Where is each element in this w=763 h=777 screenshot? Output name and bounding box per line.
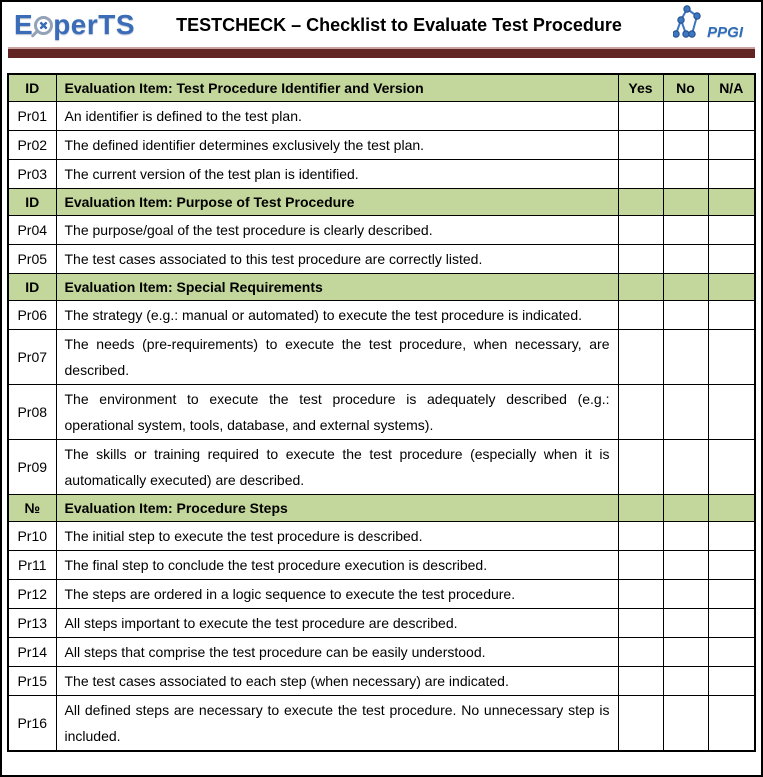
checklist-table: [7, 73, 756, 752]
no-answer-cell[interactable]: [663, 637, 708, 666]
section-id-label: ID: [8, 188, 56, 215]
na-column-header: N/A: [708, 74, 755, 101]
na-answer-cell[interactable]: [708, 384, 755, 439]
yes-answer-cell[interactable]: [618, 579, 663, 608]
item-id: Pr15: [8, 666, 56, 695]
no-column-header: No: [663, 74, 708, 101]
item-id: Pr12: [8, 579, 56, 608]
item-id: Pr09: [8, 439, 56, 494]
item-description: The skills or training required to execute the test procedure (especially when it is automatically executed) are described.: [56, 439, 618, 494]
no-answer-cell[interactable]: [663, 300, 708, 329]
item-id: Pr03: [8, 159, 56, 188]
section-title: Evaluation Item: Purpose of Test Procedure: [56, 188, 618, 215]
no-answer-cell[interactable]: [663, 215, 708, 244]
experts-logo-text-end: perTS: [53, 9, 136, 40]
item-description: All steps important to execute the test procedure are described.: [56, 608, 618, 637]
ppgi-logo-text: PPGI: [707, 24, 743, 41]
na-answer-cell[interactable]: [708, 521, 755, 550]
checklist-item-row: [8, 300, 755, 329]
yes-answer-cell[interactable]: [618, 101, 663, 130]
ppgi-logo: [639, 4, 749, 42]
experts-logo-text-start: E: [14, 9, 34, 40]
yes-column-header: [618, 273, 663, 300]
item-id: Pr11: [8, 550, 56, 579]
no-answer-cell[interactable]: [663, 101, 708, 130]
no-answer-cell[interactable]: [663, 666, 708, 695]
no-answer-cell[interactable]: [663, 579, 708, 608]
item-id: Pr08: [8, 384, 56, 439]
yes-answer-cell[interactable]: [618, 608, 663, 637]
section-id-label: ID: [8, 273, 56, 300]
na-answer-cell[interactable]: [708, 439, 755, 494]
na-answer-cell[interactable]: [708, 101, 755, 130]
document-title: TESTCHECK – Checklist to Evaluate Test Procedure: [176, 14, 622, 35]
item-description: All steps that comprise the test procedure can be easily understood.: [56, 637, 618, 666]
document-header: [2, 2, 761, 44]
no-column-header: [663, 273, 708, 300]
item-description: The final step to conclude the test procedure execution is described.: [56, 550, 618, 579]
na-answer-cell[interactable]: [708, 666, 755, 695]
yes-answer-cell[interactable]: [618, 329, 663, 384]
checklist-item-row: [8, 130, 755, 159]
checklist-item-row: [8, 666, 755, 695]
yes-answer-cell[interactable]: [618, 439, 663, 494]
item-id: Pr16: [8, 695, 56, 751]
na-answer-cell[interactable]: [708, 329, 755, 384]
yes-answer-cell[interactable]: [618, 244, 663, 273]
na-answer-cell[interactable]: [708, 300, 755, 329]
no-answer-cell[interactable]: [663, 439, 708, 494]
item-id: Pr07: [8, 329, 56, 384]
checklist-item-row: [8, 608, 755, 637]
na-answer-cell[interactable]: [708, 637, 755, 666]
na-answer-cell[interactable]: [708, 215, 755, 244]
item-description: The defined identifier determines exclusively the test plan.: [56, 130, 618, 159]
yes-answer-cell[interactable]: [618, 521, 663, 550]
yes-answer-cell[interactable]: [618, 130, 663, 159]
checklist-item-row: [8, 550, 755, 579]
na-answer-cell[interactable]: [708, 550, 755, 579]
yes-answer-cell[interactable]: [618, 637, 663, 666]
item-description: The environment to execute the test procedure is adequately described (e.g.: operational system, tools, database, and external systems).: [56, 384, 618, 439]
experts-logo: [14, 11, 159, 39]
checklist-item-row: [8, 579, 755, 608]
item-description: The test cases associated to this test procedure are correctly listed.: [56, 244, 618, 273]
section-title: Evaluation Item: Test Procedure Identifier and Version: [56, 74, 618, 101]
checklist-item-row: [8, 439, 755, 494]
checklist-body: [8, 74, 755, 751]
checklist-item-row: [8, 695, 755, 751]
item-description: An identifier is defined to the test plan.: [56, 101, 618, 130]
yes-answer-cell[interactable]: [618, 384, 663, 439]
yes-answer-cell[interactable]: [618, 215, 663, 244]
yes-answer-cell[interactable]: [618, 159, 663, 188]
maroon-divider: [8, 47, 755, 58]
item-description: The strategy (e.g.: manual or automated) to execute the test procedure is indicated.: [56, 300, 618, 329]
yes-answer-cell[interactable]: [618, 550, 663, 579]
item-description: The needs (pre-requirements) to execute the test procedure, when necessary, are described.: [56, 329, 618, 384]
checklist-item-row: [8, 101, 755, 130]
na-answer-cell[interactable]: [708, 608, 755, 637]
item-id: Pr02: [8, 130, 56, 159]
item-description: The initial step to execute the test procedure is described.: [56, 521, 618, 550]
na-answer-cell[interactable]: [708, 579, 755, 608]
yes-column-header: Yes: [618, 74, 663, 101]
no-answer-cell[interactable]: [663, 550, 708, 579]
no-column-header: [663, 494, 708, 521]
section-header-row: [8, 188, 755, 215]
no-answer-cell[interactable]: [663, 695, 708, 751]
section-id-label: ID: [8, 74, 56, 101]
item-id: Pr01: [8, 101, 56, 130]
no-answer-cell[interactable]: [663, 244, 708, 273]
section-header-row: [8, 74, 755, 101]
section-id-label: №: [8, 494, 56, 521]
checklist-item-row: [8, 215, 755, 244]
checklist-item-row: [8, 384, 755, 439]
na-column-header: [708, 188, 755, 215]
item-description: All defined steps are necessary to execute the test procedure. No unnecessary step is included.: [56, 695, 618, 751]
na-column-header: [708, 273, 755, 300]
item-id: Pr05: [8, 244, 56, 273]
no-answer-cell[interactable]: [663, 608, 708, 637]
item-id: Pr14: [8, 637, 56, 666]
no-answer-cell[interactable]: [663, 329, 708, 384]
na-answer-cell[interactable]: [708, 130, 755, 159]
item-id: Pr04: [8, 215, 56, 244]
magnifier-icon: [34, 16, 53, 35]
yes-answer-cell[interactable]: [618, 666, 663, 695]
section-title: Evaluation Item: Special Requirements: [56, 273, 618, 300]
yes-answer-cell[interactable]: [618, 300, 663, 329]
na-answer-cell[interactable]: [708, 159, 755, 188]
checklist-item-row: [8, 159, 755, 188]
item-description: The current version of the test plan is identified.: [56, 159, 618, 188]
checklist-item-row: [8, 329, 755, 384]
yes-answer-cell[interactable]: [618, 695, 663, 751]
checklist-item-row: [8, 244, 755, 273]
no-answer-cell[interactable]: [663, 130, 708, 159]
section-header-row: [8, 273, 755, 300]
na-answer-cell[interactable]: [708, 244, 755, 273]
item-description: The purpose/goal of the test procedure is clearly described.: [56, 215, 618, 244]
na-column-header: [708, 494, 755, 521]
na-answer-cell[interactable]: [708, 695, 755, 751]
no-column-header: [663, 188, 708, 215]
yes-column-header: [618, 188, 663, 215]
item-id: Pr10: [8, 521, 56, 550]
checklist-item-row: [8, 521, 755, 550]
item-description: The test cases associated to each step (when necessary) are indicated.: [56, 666, 618, 695]
yes-column-header: [618, 494, 663, 521]
section-title: Evaluation Item: Procedure Steps: [56, 494, 618, 521]
no-answer-cell[interactable]: [663, 384, 708, 439]
no-answer-cell[interactable]: [663, 159, 708, 188]
item-id: Pr06: [8, 300, 56, 329]
item-id: Pr13: [8, 608, 56, 637]
section-header-row: [8, 494, 755, 521]
no-answer-cell[interactable]: [663, 521, 708, 550]
item-description: The steps are ordered in a logic sequence to execute the test procedure.: [56, 579, 618, 608]
checklist-item-row: [8, 637, 755, 666]
